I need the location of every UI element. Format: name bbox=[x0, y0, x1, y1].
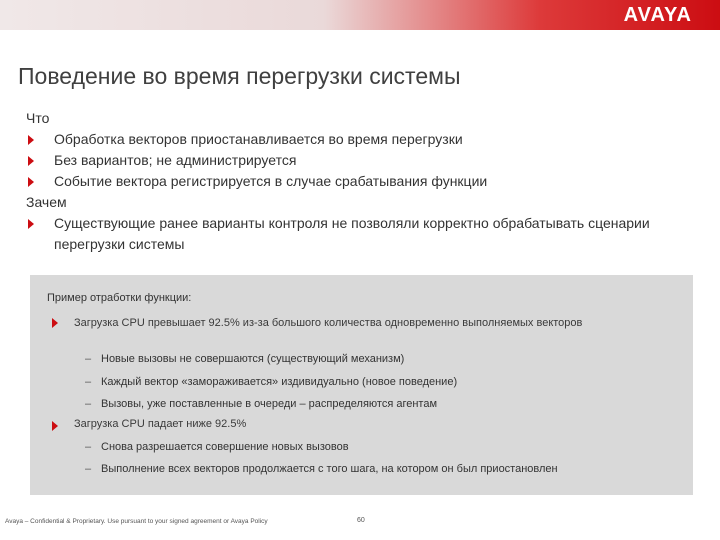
list-item bbox=[26, 150, 666, 171]
header-bar bbox=[0, 0, 720, 30]
page-number: 60 bbox=[357, 517, 365, 524]
avaya-logo: AVAYA bbox=[623, 4, 692, 26]
sub-bullet-text: Снова разрешается совершение новых вызовов bbox=[101, 441, 349, 453]
bullet-text: Событие вектора регистрируется в случае срабатывания функции bbox=[54, 173, 488, 189]
dash-icon: – bbox=[85, 376, 92, 388]
slide-title: Поведение во время перегрузки системы bbox=[18, 63, 461, 89]
example-bullet bbox=[47, 315, 694, 331]
sub-bullet bbox=[85, 376, 457, 388]
arrow-bullet-icon bbox=[28, 135, 34, 145]
what-heading: Что bbox=[26, 110, 50, 126]
bullet-text: Загрузка CPU падает ниже 92.5% bbox=[74, 418, 247, 430]
why-heading: Зачем bbox=[26, 194, 67, 210]
sub-bullet-text: Вызовы, уже поставленные в очереди – распределяются агентам bbox=[101, 398, 438, 410]
list-item bbox=[26, 129, 666, 150]
dash-icon: – bbox=[85, 463, 92, 475]
arrow-bullet-icon bbox=[28, 177, 34, 187]
main-content bbox=[26, 108, 666, 255]
arrow-bullet-icon bbox=[28, 156, 34, 166]
sub-bullet bbox=[85, 353, 404, 365]
dash-icon: – bbox=[85, 398, 92, 410]
sub-bullet-text: Выполнение всех векторов продолжается с того шага, на котором он был приостановлен bbox=[101, 463, 558, 475]
example-intro: Пример отработки функции: bbox=[47, 292, 192, 304]
sub-bullet bbox=[85, 463, 558, 475]
list-item bbox=[26, 213, 666, 255]
arrow-bullet-icon bbox=[28, 219, 34, 229]
sub-bullet bbox=[85, 441, 349, 453]
sub-bullet-text: Новые вызовы не совершаются (существующий механизм) bbox=[101, 353, 405, 365]
sub-bullet-text: Каждый вектор «замораживается» издивидуально (новое поведение) bbox=[101, 376, 458, 388]
bullet-text: Загрузка CPU превышает 92.5% из-за большого количества одновременно выполняемых векторов bbox=[74, 317, 583, 329]
arrow-bullet-icon bbox=[52, 318, 58, 328]
bullet-text: Без вариантов; не администрируется bbox=[54, 152, 297, 168]
footer-text: Avaya – Confidential & Proprietary. Use pursuant to your signed agreement or Avaya Policy bbox=[5, 518, 268, 525]
dash-icon: – bbox=[85, 353, 92, 365]
bullet-text: Обработка векторов приостанавливается во время перегрузки bbox=[54, 131, 463, 147]
example-box bbox=[30, 275, 693, 495]
list-item bbox=[26, 171, 666, 192]
sub-bullet bbox=[85, 398, 437, 410]
arrow-bullet-icon bbox=[52, 421, 58, 431]
example-bullet bbox=[47, 418, 694, 430]
bullet-text: Существующие ранее варианты контроля не позволяли корректно обрабатывать сценарии перегрузки системы bbox=[54, 215, 650, 252]
dash-icon: – bbox=[85, 441, 92, 453]
